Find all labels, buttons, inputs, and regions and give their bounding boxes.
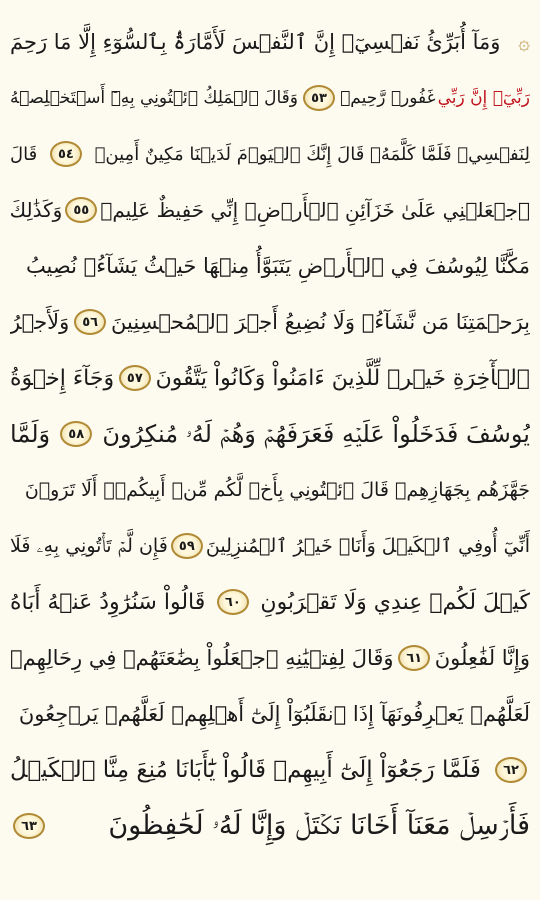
verse-line: [10, 742, 530, 798]
verse-text: قَالَ: [10, 143, 38, 165]
verse-text: وَقَالَ لِفِتۡيَٰنِهِ ٱجۡعَلُواْ بِضَٰعَتَهُمۡ فِي رِحَالِهِمۡ: [10, 646, 394, 670]
verse-line: [10, 70, 530, 126]
verse-text: ٱجۡعَلۡنِي عَلَىٰ خَزَآئِنِ ٱلۡأَرۡضِۖ إِنِّي حَفِيظٌ عَلِيمٞ: [100, 198, 530, 222]
ayah-number-marker[interactable]: ٦٣: [13, 813, 45, 839]
verse-text: وَلَأَجۡرُ: [10, 310, 70, 334]
verse-line: [10, 462, 530, 518]
ayah-number-marker[interactable]: ٦٠: [217, 589, 249, 615]
verse-text: فَلَمَّا رَجَعُوٓاْ إِلَىٰٓ أَبِيهِمۡ قَالُواْ يَٰٓأَبَانَا مُنِعَ مِنَّا ٱلۡكَيۡلُ: [10, 757, 481, 783]
verse-line: [10, 630, 530, 686]
verse-line: [10, 574, 530, 630]
ayah-number-marker[interactable]: ٥٣: [303, 85, 335, 111]
verse-text: وَجَآءَ إِخۡوَةُ: [10, 365, 115, 391]
verse-text: جَهَّزَهُم بِجَهَازِهِمۡ قَالَ ٱئۡتُونِي بِأَخٖ لَّكُم مِّنۡ أَبِيكُمۡۚ أَلَا تَرَوۡنَ: [24, 479, 530, 501]
verse-text-highlight: رَبِّيٓۚ إِنَّ رَبِّي: [437, 88, 530, 108]
verse-text: وَمَآ أُبَرِّئُ نَفۡسِيٓۚ إِنَّ ٱلنَّفۡسَ لَأَمَّارَةُۢ بِٱلسُّوٓءِ إِلَّا مَا رَحِمَ: [10, 30, 501, 54]
verse-text: وَكَذَٰلِكَ: [10, 198, 63, 222]
ayah-number-marker[interactable]: ٦٢: [495, 757, 527, 783]
verse-line: [10, 406, 530, 462]
hizb-star-icon: ۞: [518, 30, 530, 54]
verse-text: فَإِن لَّمۡ تَأۡتُونِي بِهِۦ فَلَا: [10, 535, 168, 557]
verse-line: [10, 14, 530, 70]
verse-line: [10, 798, 530, 854]
verse-text: أَنِّيٓ أُوفِي ٱلۡكَيۡلَ وَأَنَا۠ خَيۡرُ ٱلۡمُنزِلِينَ: [205, 535, 530, 557]
verse-text: وَلَمَّا: [10, 420, 51, 448]
ayah-number-marker[interactable]: ٥٩: [171, 533, 203, 559]
ayah-number-marker[interactable]: ٥٦: [74, 309, 106, 335]
verse-line: [10, 126, 530, 182]
verse-text: قَالُواْ سَنُرَٰوِدُ عَنۡهُ أَبَاهُ: [10, 589, 206, 615]
verse-text: بِرَحۡمَتِنَا مَن نَّشَآءُۖ وَلَا نُضِيعُ أَجۡرَ ٱلۡمُحۡسِنِينَ: [111, 310, 530, 334]
verse-line: [10, 350, 530, 406]
verse-line: [10, 294, 530, 350]
verse-line: [10, 238, 530, 294]
verse-text: ٱلۡأٓخِرَةِ خَيۡرٞ لِّلَّذِينَ ءَامَنُواْ وَكَانُواْ يَتَّقُونَ: [155, 365, 530, 391]
ayah-number-marker[interactable]: ٦١: [398, 645, 430, 671]
verse-line: [10, 686, 530, 742]
verse-line: [10, 182, 530, 238]
verse-text: وَإِنَّا لَفَٰعِلُونَ: [434, 646, 530, 670]
verse-text: مَكَّنَّا لِيُوسُفَ فِي ٱلۡأَرۡضِ يَتَبَوَّأُ مِنۡهَا حَيۡثُ يَشَآءُۚ نُصِيبُ: [25, 254, 530, 278]
ayah-number-marker[interactable]: ٥٨: [60, 421, 92, 447]
verse-text: كَيۡلَ لَكُمۡ عِندِي وَلَا تَقۡرَبُونِ: [260, 589, 530, 615]
ayah-number-marker[interactable]: ٥٤: [50, 141, 82, 167]
ayah-number-marker[interactable]: ٥٧: [119, 365, 151, 391]
verse-line: [10, 518, 530, 574]
verse-text: يُوسُفَ فَدَخَلُواْ عَلَيۡهِ فَعَرَفَهُمۡ وَهُمۡ لَهُۥ مُنكِرُونَ: [102, 420, 530, 448]
verse-text: غَفُورٞ رَّحِيمٞ: [340, 88, 436, 108]
verse-text: وَقَالَ ٱلۡمَلِكُ ٱئۡتُونِي بِهِۦٓ أَسۡتَخۡلِصۡهُ: [10, 88, 299, 108]
verse-text: فَأَرۡسِلۡ مَعَنَآ أَخَانَا نَكۡتَلۡ وَإِنَّا لَهُۥ لَحَٰفِظُونَ: [108, 810, 530, 841]
verse-text: لِنَفۡسِيۖ فَلَمَّا كَلَّمَهُۥ قَالَ إِنَّكَ ٱلۡيَوۡمَ لَدَيۡنَا مَكِينٌ أَمِينٞ: [94, 143, 530, 165]
verse-text: لَعَلَّهُمۡ يَعۡرِفُونَهَآ إِذَا ٱنقَلَبُوٓاْ إِلَىٰٓ أَهۡلِهِمۡ لَعَلَّهُمۡ يَرۡجِعُونَ: [18, 702, 530, 726]
ayah-number-marker[interactable]: ٥٥: [65, 197, 97, 223]
